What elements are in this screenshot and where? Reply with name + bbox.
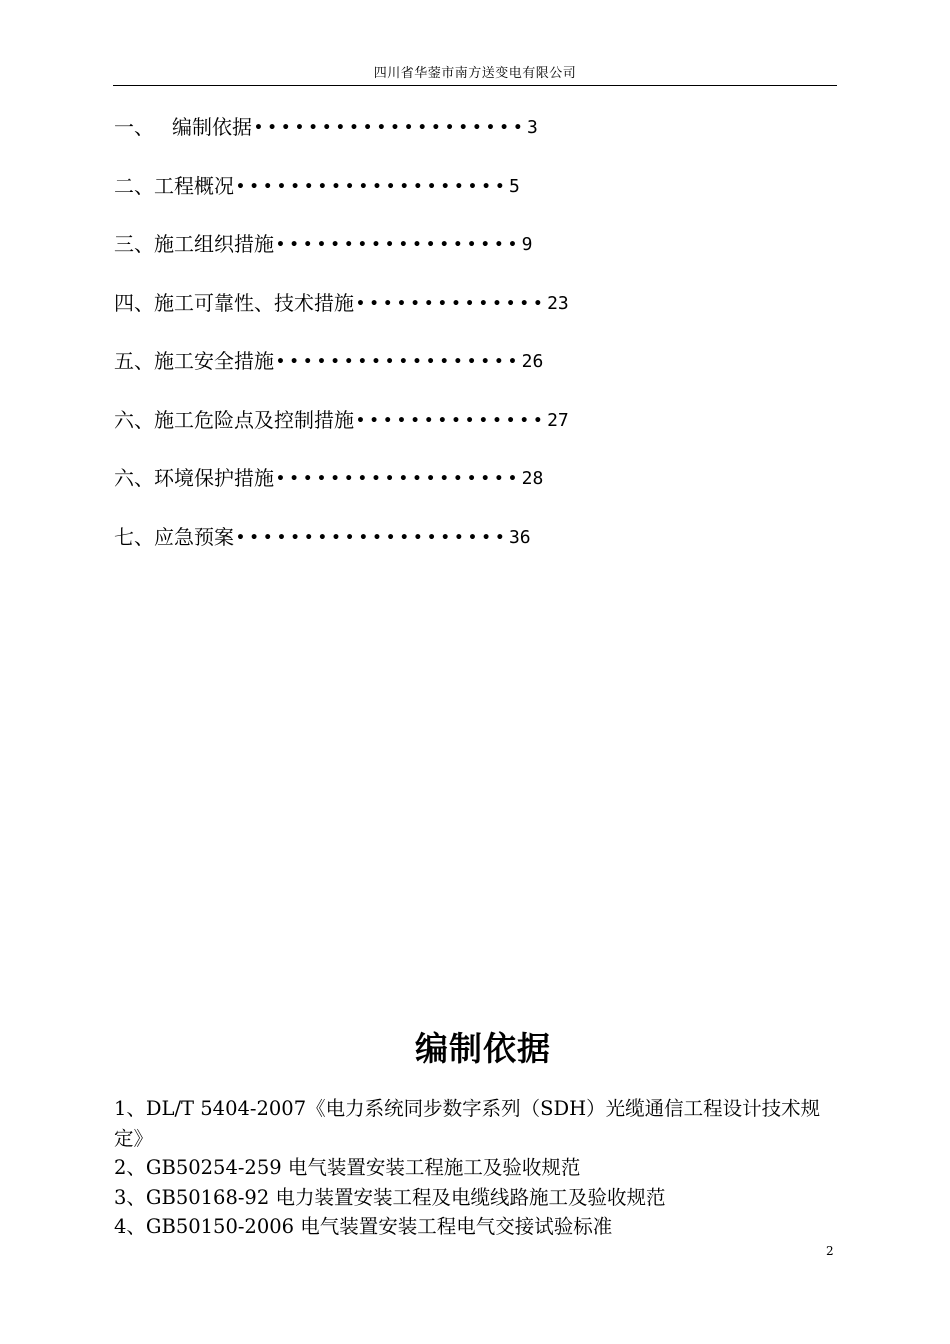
toc-entry-title: 六、环境保护措施 [114, 466, 274, 490]
toc-page-number: 23 [547, 292, 569, 314]
toc-leader-dots: •••••••••••••••••••• [254, 120, 527, 136]
toc-entry-title: 六、施工危险点及控制措施 [114, 407, 354, 432]
table-of-contents [114, 112, 734, 580]
page-number: 2 [826, 1244, 834, 1258]
basis-list-item: 3、GB50168-92 电力装置安装工程及电缆线路施工及验收规范 [114, 1185, 666, 1209]
toc-entry[interactable] [114, 463, 734, 522]
toc-entry-title: 四、施工可靠性、技术措施 [114, 290, 354, 315]
toc-entry-title [114, 112, 252, 142]
toc-entry-title: 七、应急预案 [114, 524, 234, 549]
toc-entry-title: 三、施工组织措施 [114, 232, 274, 256]
basis-list-item: 4、GB50150-2006 电气装置安装工程电气交接试验标准 [114, 1215, 613, 1238]
toc-entry[interactable] [114, 171, 734, 230]
toc-leader-dots: •••••••••••••••••••• [236, 529, 509, 546]
toc-page-number: 28 [521, 468, 544, 489]
toc-leader-dots: •••••••••••••• [356, 295, 548, 312]
toc-entry[interactable] [114, 522, 734, 581]
toc-entry[interactable] [114, 346, 734, 405]
section-heading: 编制依据 [415, 1029, 551, 1068]
toc-entry-label: 编制依据 [172, 115, 252, 139]
toc-entry-number: 一、 [114, 115, 154, 139]
toc-entry-title: 二、工程概况 [114, 173, 234, 198]
basis-list-item: 2、GB50254-259 电气装置安装工程施工及验收规范 [114, 1156, 581, 1179]
toc-page-number: 9 [521, 234, 533, 255]
toc-page-number: 36 [508, 526, 531, 548]
toc-page-number: 26 [521, 351, 544, 372]
toc-page-number: 27 [547, 409, 569, 431]
toc-entry[interactable] [114, 405, 734, 464]
toc-page-number: 3 [526, 117, 538, 138]
toc-leader-dots: •••••••••••••• [356, 412, 548, 429]
basis-list [114, 1094, 844, 1242]
header-divider [113, 85, 837, 86]
toc-leader-dots: •••••••••••••••••• [276, 471, 522, 487]
basis-list-item: 1、DL/T 5404-2007《电力系统同步数字系列（SDH）光缆通信工程设计技术规定》 [114, 1097, 821, 1150]
toc-entry[interactable] [114, 112, 734, 171]
header-company-name: 四川省华蓥市南方送变电有限公司 [373, 66, 577, 81]
toc-entry-title: 五、施工安全措施 [114, 349, 274, 373]
toc-leader-dots: •••••••••••••••••• [276, 354, 522, 370]
toc-leader-dots: •••••••••••••••••• [276, 237, 522, 253]
toc-page-number: 5 [508, 175, 520, 197]
toc-entry[interactable] [114, 229, 734, 288]
toc-entry[interactable] [114, 288, 734, 347]
toc-leader-dots: •••••••••••••••••••• [236, 178, 509, 195]
